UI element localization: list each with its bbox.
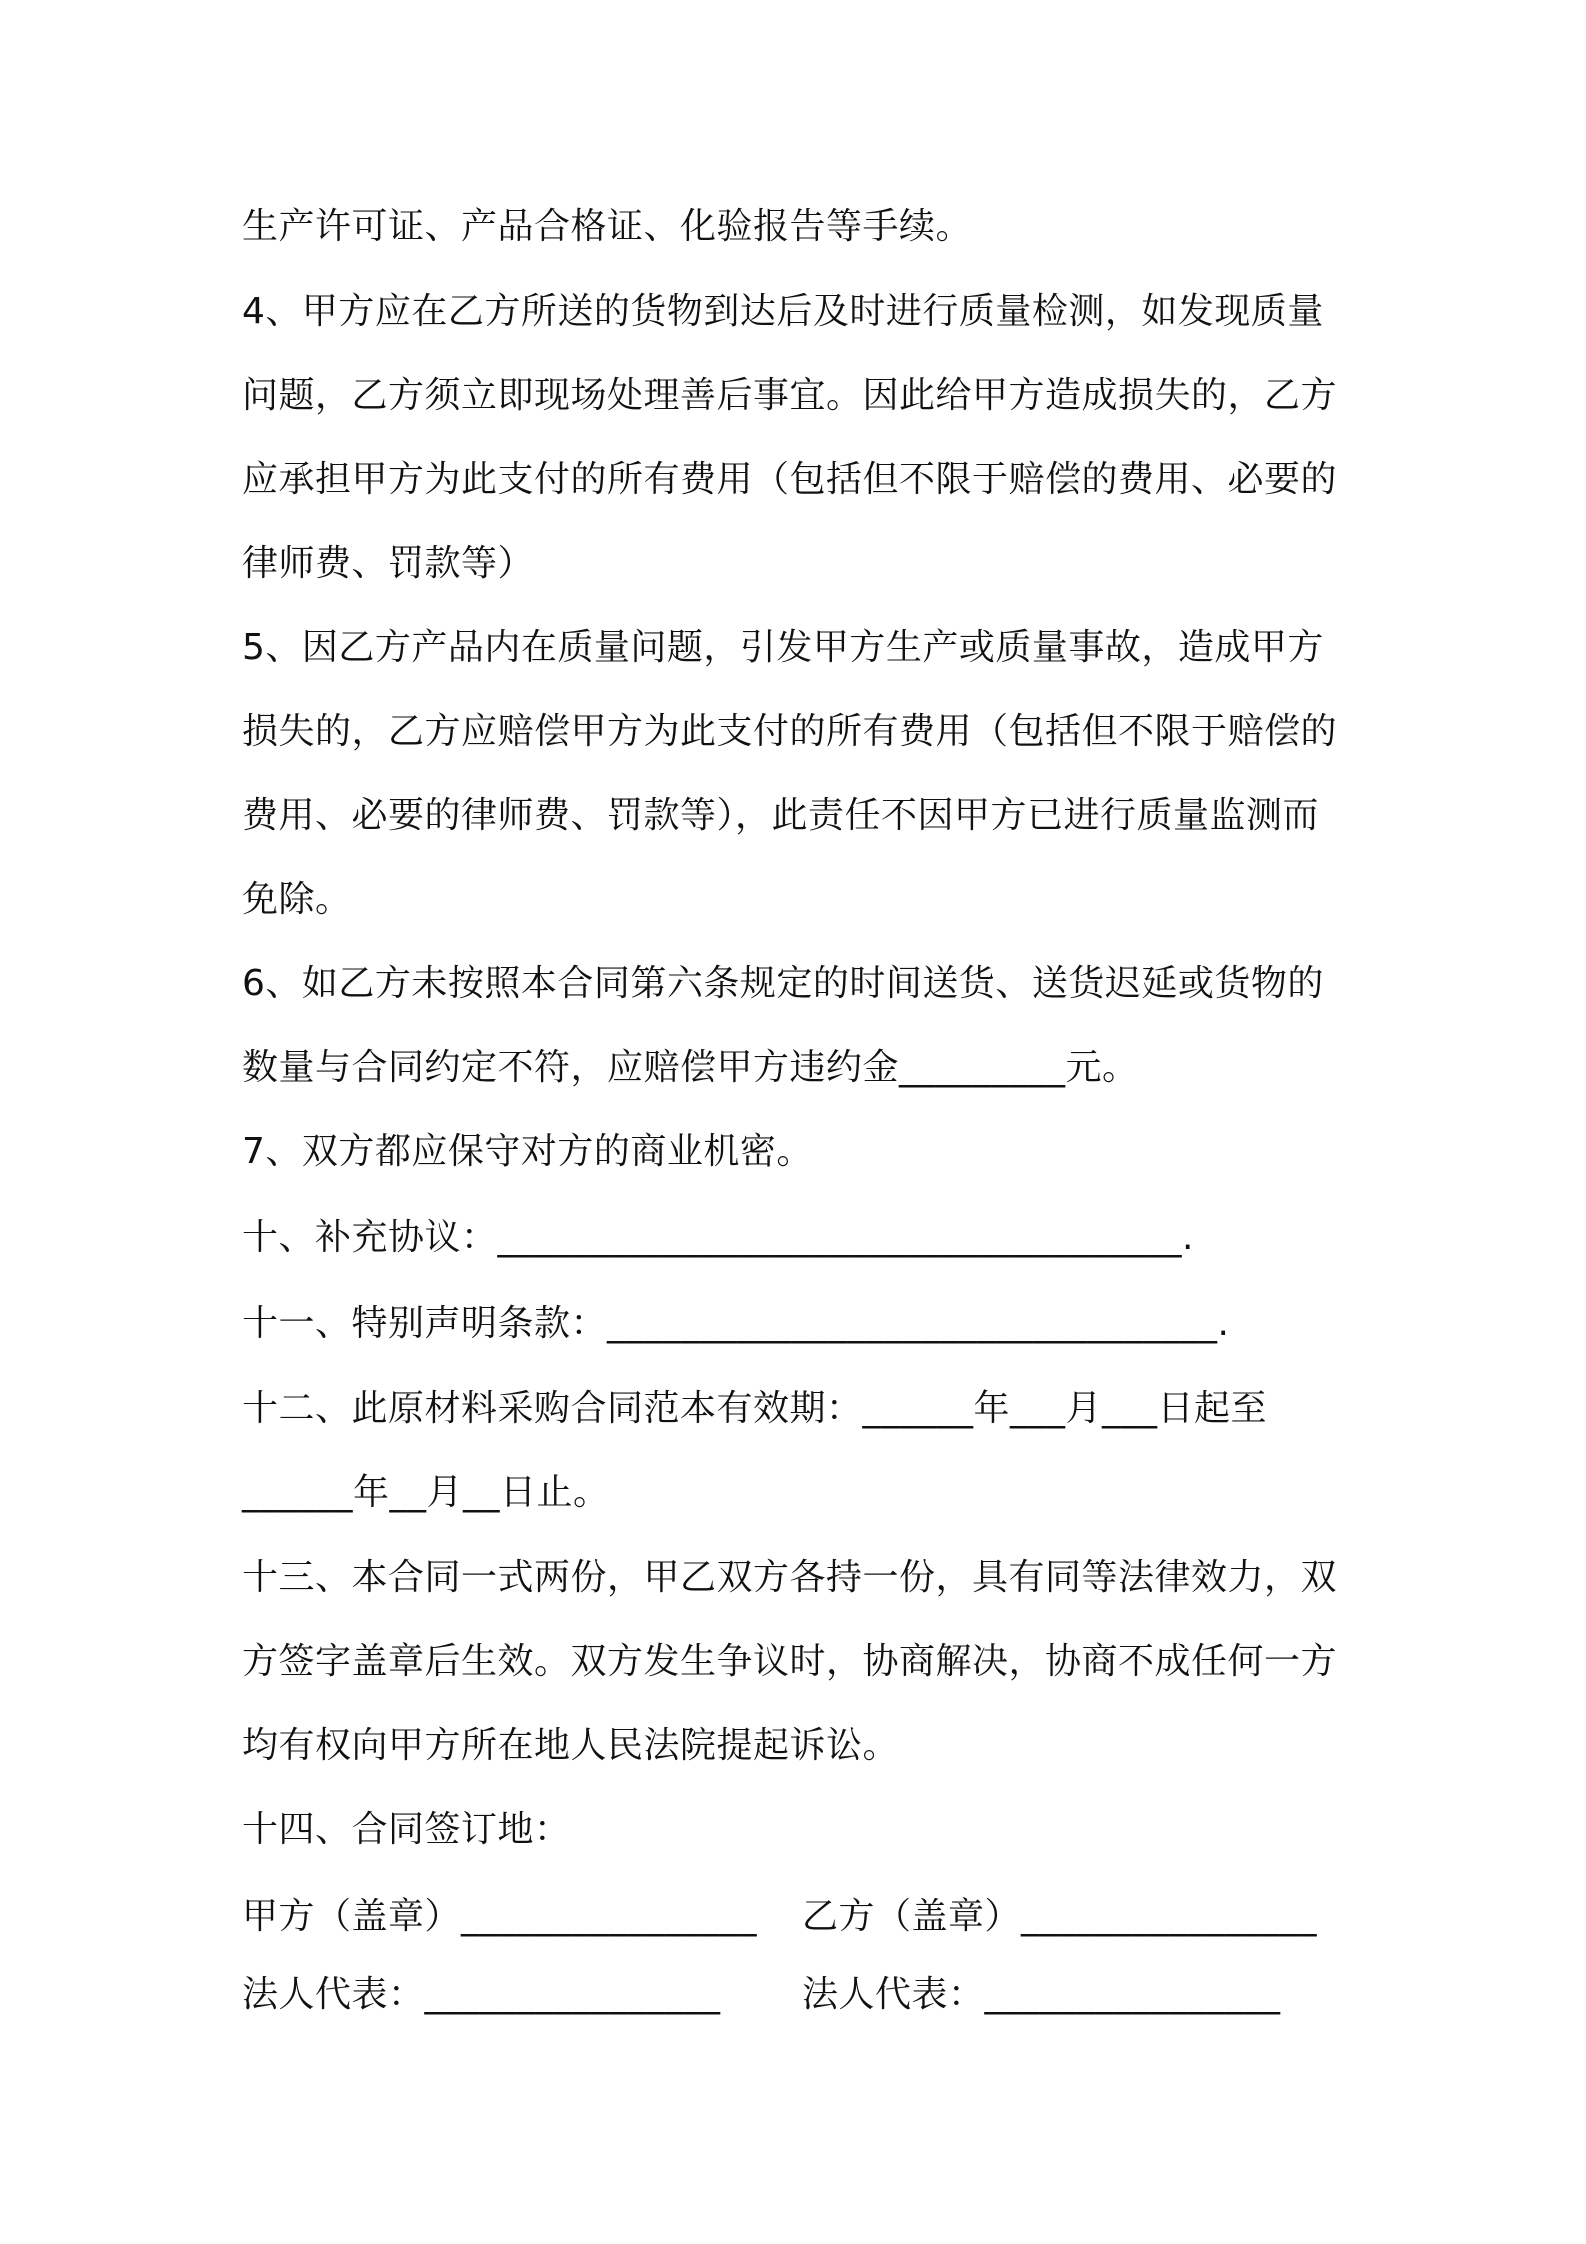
text-line: 费用、必要的律师费、罚款等），此责任不因甲方已进行质量监测而 [242,795,1320,836]
text-line: 免除。 [242,879,352,920]
text-line: 十、补充协议：_____________________________________. [242,1217,1194,1258]
text-line: 6、如乙方未按照本合同第六条规定的时间送货、送货迟延或货物的 [242,963,1324,1004]
text-line: 十三、本合同一式两份，甲乙双方各持一份，具有同等法律效力，双 [242,1557,1338,1598]
party-a-seal-field: 甲方（盖章）________________ [242,1896,758,1937]
text-line: 生产许可证、产品合格证、化验报告等手续。 [242,206,973,247]
text-line: 律师费、罚款等） [242,543,535,584]
text-line: 十一、特别声明条款：_________________________________. [242,1303,1230,1344]
text-line: 数量与合同约定不符，应赔偿甲方违约金_________元。 [242,1047,1139,1088]
party-b-representative-field: 法人代表：________________ [802,1974,1281,2015]
text-line: ______年__月__日止。 [242,1472,610,1513]
text-line: 十四、合同签订地： [242,1809,571,1850]
party-a-representative-field: 法人代表：________________ [242,1974,721,2015]
text-line: 损失的，乙方应赔偿甲方为此支付的所有费用（包括但不限于赔偿的 [242,711,1338,752]
text-line: 4、甲方应在乙方所送的货物到达后及时进行质量检测，如发现质量 [242,291,1324,332]
text-line: 均有权向甲方所在地人民法院提起诉讼。 [242,1725,900,1766]
party-b-seal-field: 乙方（盖章）________________ [802,1896,1318,1937]
text-line: 5、因乙方产品内在质量问题，引发甲方生产或质量事故，造成甲方 [242,627,1324,668]
text-line: 十二、此原材料采购合同范本有效期：______年___月___日起至 [242,1388,1268,1429]
text-line: 7、双方都应保守对方的商业机密。 [242,1131,813,1172]
text-line: 方签字盖章后生效。双方发生争议时，协商解决，协商不成任何一方 [242,1641,1338,1682]
text-line: 问题，乙方须立即现场处理善后事宜。因此给甲方造成损失的，乙方 [242,375,1338,416]
text-line: 应承担甲方为此支付的所有费用（包括但不限于赔偿的费用、必要的 [242,459,1338,500]
